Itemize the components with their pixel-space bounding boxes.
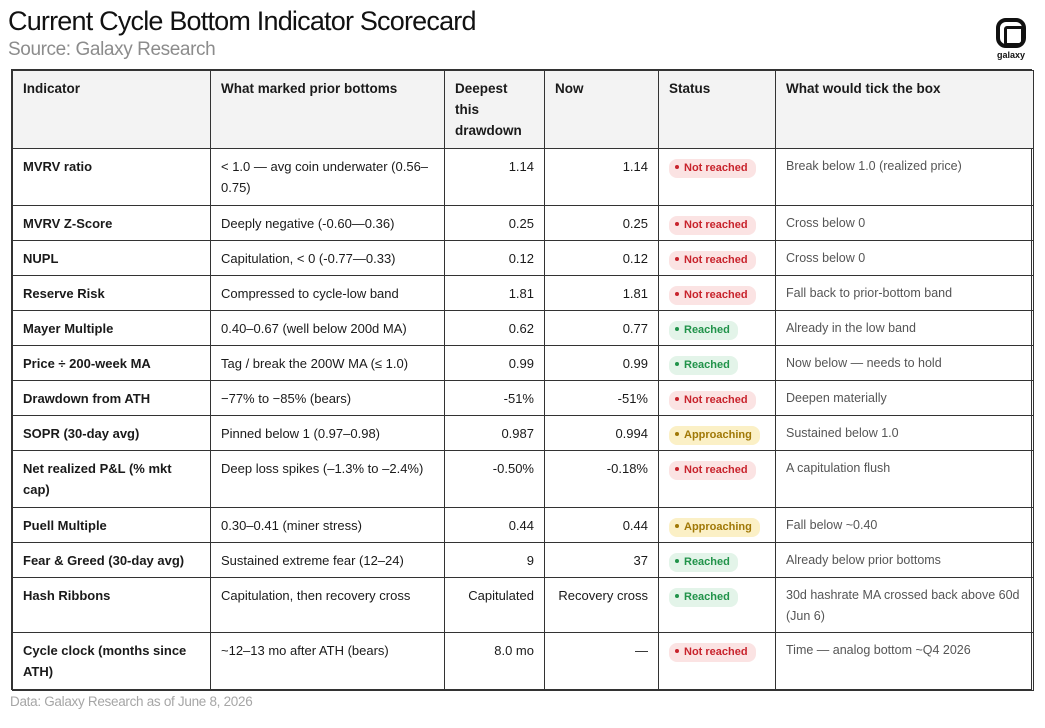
table-row	[13, 451, 1034, 508]
deepest-cell: 1.14	[445, 149, 545, 206]
scorecard-table-wrapper	[11, 69, 1032, 690]
status-label: Approaching	[684, 521, 752, 533]
table-row	[13, 346, 1034, 381]
scorecard-table	[12, 70, 1034, 691]
table-body	[13, 149, 1034, 691]
table-row	[13, 149, 1034, 206]
column-header-indicator: Indicator	[13, 71, 211, 149]
now-cell: -51%	[545, 381, 659, 416]
prior-bottoms-cell: Compressed to cycle-low band	[211, 276, 445, 311]
status-badge	[669, 391, 756, 410]
status-label: Not reached	[684, 289, 748, 301]
prior-bottoms-cell: Capitulation, then recovery cross	[211, 578, 445, 633]
status-cell	[659, 276, 776, 311]
status-badge	[669, 286, 756, 305]
table-row	[13, 381, 1034, 416]
status-label: Reached	[684, 591, 730, 603]
now-cell: 0.25	[545, 206, 659, 241]
table-row	[13, 311, 1034, 346]
table-row	[13, 508, 1034, 543]
indicator-cell: SOPR (30-day avg)	[13, 416, 211, 451]
table-row	[13, 241, 1034, 276]
indicator-cell: Puell Multiple	[13, 508, 211, 543]
prior-bottoms-cell: Tag / break the 200W MA (≤ 1.0)	[211, 346, 445, 381]
status-label: Not reached	[684, 646, 748, 658]
column-header-tick: What would tick the box	[776, 71, 1034, 149]
status-dot-icon	[675, 649, 679, 653]
status-badge	[669, 426, 760, 445]
status-cell	[659, 346, 776, 381]
status-cell	[659, 416, 776, 451]
status-badge	[669, 643, 756, 662]
status-cell	[659, 241, 776, 276]
status-dot-icon	[675, 165, 679, 169]
now-cell: 0.99	[545, 346, 659, 381]
status-dot-icon	[675, 327, 679, 331]
deepest-cell: 9	[445, 543, 545, 578]
prior-bottoms-cell: < 1.0 — avg coin underwater (0.56–0.75)	[211, 149, 445, 206]
status-cell	[659, 508, 776, 543]
status-badge	[669, 588, 738, 607]
status-badge	[669, 518, 760, 537]
now-cell: 1.81	[545, 276, 659, 311]
deepest-cell: -51%	[445, 381, 545, 416]
status-dot-icon	[675, 594, 679, 598]
status-badge	[669, 159, 756, 178]
status-label: Approaching	[684, 429, 752, 441]
tick-the-box-cell: Deepen materially	[776, 381, 1034, 416]
deepest-cell: 0.987	[445, 416, 545, 451]
logo-text: galaxy	[996, 50, 1026, 60]
tick-the-box-cell: Now below — needs to hold	[776, 346, 1034, 381]
prior-bottoms-cell: ~12–13 mo after ATH (bears)	[211, 633, 445, 691]
status-dot-icon	[675, 292, 679, 296]
tick-the-box-cell: Time — analog bottom ~Q4 2026	[776, 633, 1034, 691]
prior-bottoms-cell: Deeply negative (-0.60—0.36)	[211, 206, 445, 241]
now-cell: Recovery cross	[545, 578, 659, 633]
now-cell: 0.994	[545, 416, 659, 451]
indicator-cell: Cycle clock (months since ATH)	[13, 633, 211, 691]
column-header-deepest: Deepest this drawdown	[445, 71, 545, 149]
status-dot-icon	[675, 524, 679, 528]
status-label: Reached	[684, 324, 730, 336]
indicator-cell: Mayer Multiple	[13, 311, 211, 346]
status-label: Not reached	[684, 219, 748, 231]
deepest-cell: 0.25	[445, 206, 545, 241]
status-label: Not reached	[684, 394, 748, 406]
now-cell: 37	[545, 543, 659, 578]
status-cell	[659, 633, 776, 691]
prior-bottoms-cell: Pinned below 1 (0.97–0.98)	[211, 416, 445, 451]
galaxy-logo-icon	[996, 18, 1026, 48]
status-badge	[669, 321, 738, 340]
prior-bottoms-cell: Capitulation, < 0 (-0.77—0.33)	[211, 241, 445, 276]
status-badge	[669, 553, 738, 572]
galaxy-logo	[992, 18, 1030, 60]
tick-the-box-cell: Break below 1.0 (realized price)	[776, 149, 1034, 206]
tick-the-box-cell: Already in the low band	[776, 311, 1034, 346]
indicator-cell: MVRV ratio	[13, 149, 211, 206]
status-dot-icon	[675, 362, 679, 366]
now-cell: 0.77	[545, 311, 659, 346]
table-row	[13, 276, 1034, 311]
indicator-cell: Hash Ribbons	[13, 578, 211, 633]
status-label: Not reached	[684, 464, 748, 476]
deepest-cell: Capitulated	[445, 578, 545, 633]
deepest-cell: 1.81	[445, 276, 545, 311]
status-dot-icon	[675, 222, 679, 226]
tick-the-box-cell: Sustained below 1.0	[776, 416, 1034, 451]
footer-note: Data: Galaxy Research as of June 8, 2026	[10, 694, 253, 709]
prior-bottoms-cell: Deep loss spikes (–1.3% to –2.4%)	[211, 451, 445, 508]
indicator-cell: MVRV Z-Score	[13, 206, 211, 241]
table-row	[13, 206, 1034, 241]
table-row	[13, 578, 1034, 633]
status-cell	[659, 149, 776, 206]
now-cell: 0.44	[545, 508, 659, 543]
status-label: Not reached	[684, 254, 748, 266]
status-cell	[659, 543, 776, 578]
deepest-cell: 0.12	[445, 241, 545, 276]
status-badge	[669, 216, 756, 235]
prior-bottoms-cell: −77% to −85% (bears)	[211, 381, 445, 416]
table-row	[13, 543, 1034, 578]
status-badge	[669, 461, 756, 480]
indicator-cell: Drawdown from ATH	[13, 381, 211, 416]
status-cell	[659, 311, 776, 346]
column-header-status: Status	[659, 71, 776, 149]
tick-the-box-cell: A capitulation flush	[776, 451, 1034, 508]
indicator-cell: Net realized P&L (% mkt cap)	[13, 451, 211, 508]
indicator-cell: Price ÷ 200-week MA	[13, 346, 211, 381]
table-header-row	[13, 71, 1034, 149]
indicator-cell: NUPL	[13, 241, 211, 276]
status-dot-icon	[675, 397, 679, 401]
status-dot-icon	[675, 467, 679, 471]
status-dot-icon	[675, 559, 679, 563]
status-badge	[669, 356, 738, 375]
status-badge	[669, 251, 756, 270]
now-cell: 0.12	[545, 241, 659, 276]
tick-the-box-cell: Fall below ~0.40	[776, 508, 1034, 543]
status-cell	[659, 578, 776, 633]
page-subtitle: Source: Galaxy Research	[8, 39, 216, 60]
status-label: Not reached	[684, 162, 748, 174]
prior-bottoms-cell: Sustained extreme fear (12–24)	[211, 543, 445, 578]
table-row	[13, 416, 1034, 451]
column-header-prior-bottoms: What marked prior bottoms	[211, 71, 445, 149]
header	[8, 4, 476, 62]
deepest-cell: -0.50%	[445, 451, 545, 508]
tick-the-box-cell: Fall back to prior-bottom band	[776, 276, 1034, 311]
status-cell	[659, 451, 776, 508]
column-header-now: Now	[545, 71, 659, 149]
tick-the-box-cell: Already below prior bottoms	[776, 543, 1034, 578]
now-cell: 1.14	[545, 149, 659, 206]
status-label: Reached	[684, 556, 730, 568]
prior-bottoms-cell: 0.30–0.41 (miner stress)	[211, 508, 445, 543]
status-label: Reached	[684, 359, 730, 371]
table-row	[13, 633, 1034, 691]
status-dot-icon	[675, 257, 679, 261]
status-cell	[659, 206, 776, 241]
prior-bottoms-cell: 0.40–0.67 (well below 200d MA)	[211, 311, 445, 346]
now-cell: —	[545, 633, 659, 691]
deepest-cell: 0.62	[445, 311, 545, 346]
status-dot-icon	[675, 432, 679, 436]
deepest-cell: 0.99	[445, 346, 545, 381]
tick-the-box-cell: Cross below 0	[776, 241, 1034, 276]
indicator-cell: Reserve Risk	[13, 276, 211, 311]
tick-the-box-cell: Cross below 0	[776, 206, 1034, 241]
now-cell: -0.18%	[545, 451, 659, 508]
deepest-cell: 8.0 mo	[445, 633, 545, 691]
deepest-cell: 0.44	[445, 508, 545, 543]
indicator-cell: Fear & Greed (30-day avg)	[13, 543, 211, 578]
tick-the-box-cell: 30d hashrate MA crossed back above 60d (Jun 6)	[776, 578, 1034, 633]
status-cell	[659, 381, 776, 416]
page-title: Current Cycle Bottom Indicator Scorecard	[8, 6, 476, 36]
